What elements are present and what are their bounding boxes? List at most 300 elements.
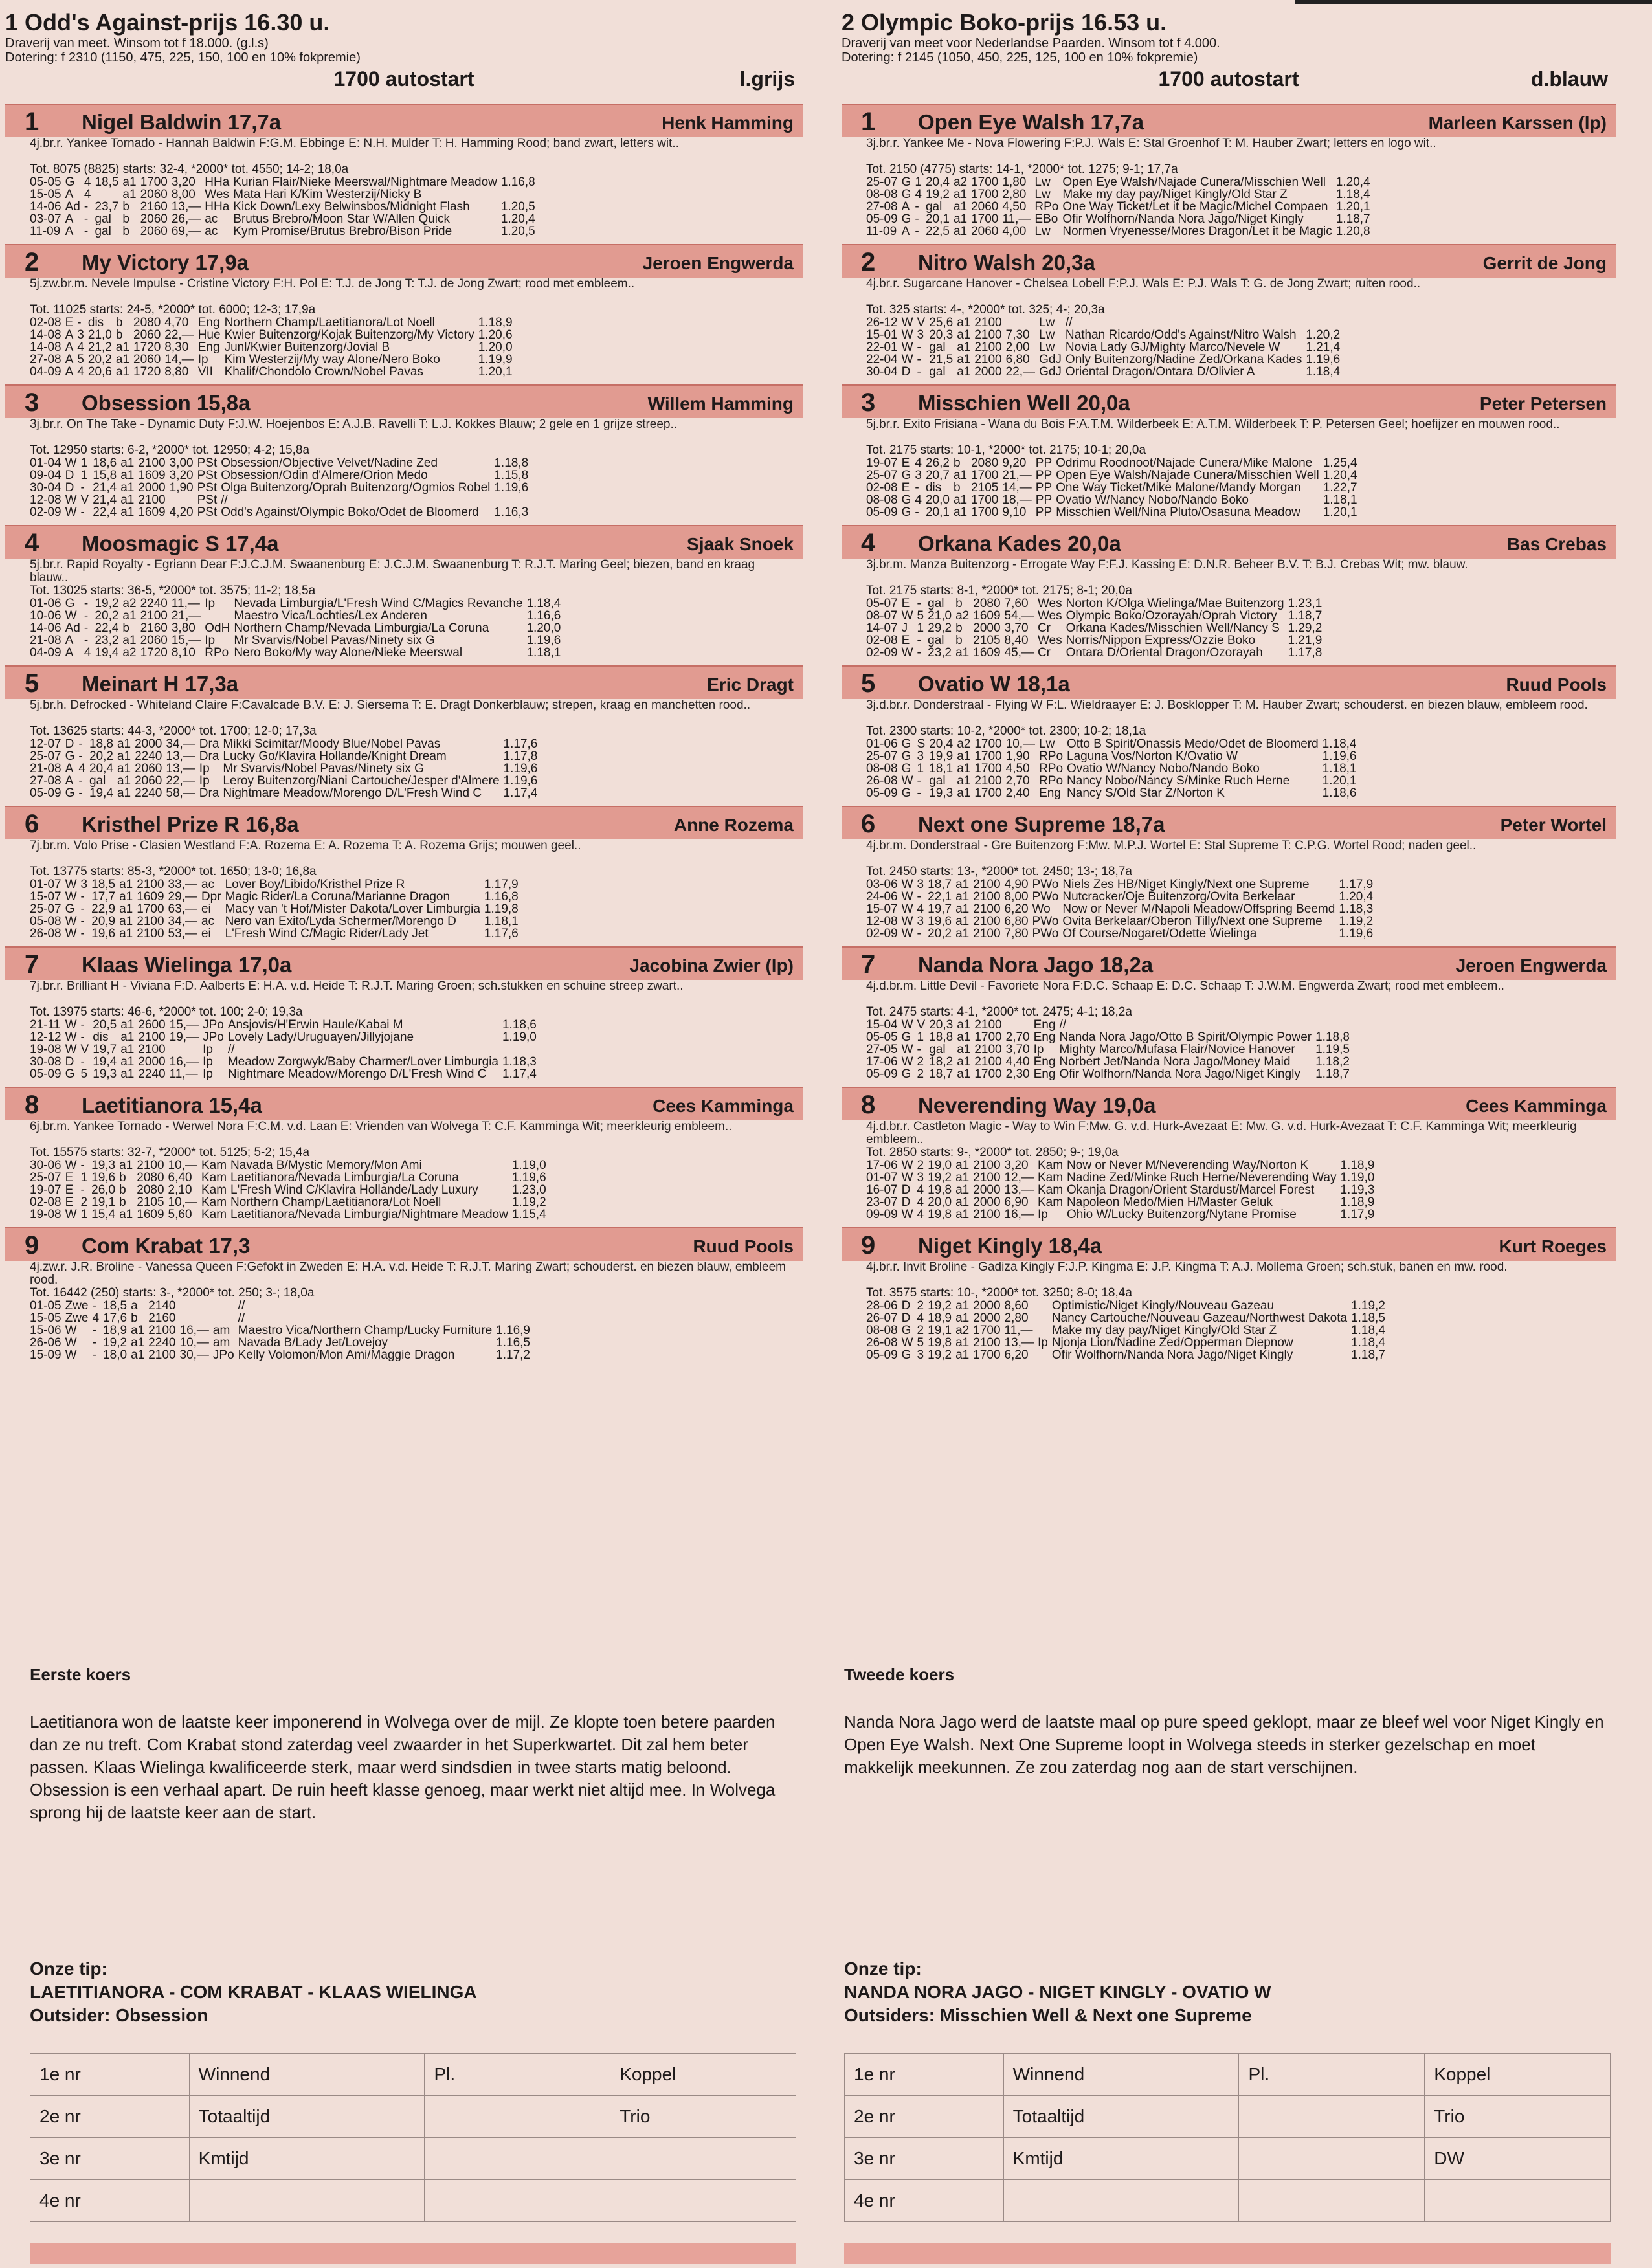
result-cell: 22,— [164,328,194,342]
result-cell: a1 [119,927,133,940]
result-cell: 12-08 [866,915,898,928]
driver-name: Anne Rozema [673,815,794,835]
result-cell: Cr [1037,646,1051,660]
result-cell: Ip [203,1067,213,1081]
comment-heading: Tweede koers [844,1665,955,1684]
result-cell: 20,4 [929,737,954,751]
bet-form-cell[interactable]: Kmtijd [189,2138,425,2180]
result-cell: 2060 [140,634,168,647]
result-cell: 2,10 [168,1183,192,1197]
result-cell: 23,2 [95,634,119,647]
result-cell: 1.22,7 [1323,481,1357,495]
result-cell: 20,7 [925,469,950,482]
result-cell: 1.18,9 [478,316,513,329]
horse-pedigree: 3j.br.r. On The Take - Dynamic Duty F:J.W. Hoejenbos E: A.J.B. Ravelli T: L.J. Kokkes Blauw; 2 gele en 1 grijze streep.. [30,418,678,431]
result-cell: GdJ [1039,365,1062,379]
result-cell: 15-04 [866,1018,898,1032]
result-cell: E [901,634,910,647]
bet-form-cell[interactable]: Winnend [189,2054,425,2096]
result-cell: G [901,1348,911,1362]
horse-entry [5,665,803,799]
result-cell: - [80,506,85,519]
result-cell: 10-06 [30,609,61,623]
result-cell: 26-08 [866,774,898,788]
horse-pedigree: 4j.zw.r. J.R. Broline - Vanessa Queen F:Gefokt in Zweden E: H.A. v.d. Heide T: R.J.T. Maring Zwart; schouderst. en biezen blauw, embleem rood. [30,1261,786,1287]
result-cell: 1700 [971,175,999,189]
result-row [866,610,1326,622]
result-cell: 1.17,6 [503,737,538,751]
result-cell: 4 [917,1183,924,1197]
horse-name: My Victory 17,9a [82,250,249,274]
result-cell: 25-07 [866,750,898,763]
bet-form-cell[interactable]: 3e nr [845,2138,1004,2180]
result-cell: 2060 [135,774,162,788]
result-row [866,1172,1378,1184]
result-cell: 15,— [171,634,201,647]
result-cell: gal [95,225,111,238]
result-cell: 1.15,4 [511,1208,546,1221]
horse-list [842,104,1616,1361]
result-cell: - [80,1030,85,1044]
result-cell: G [65,597,75,610]
result-cell: 3 [917,750,924,763]
result-cell: 18,5 [95,175,119,189]
horse-header-bar [842,665,1616,699]
horse-totals: Tot. 13975 starts: 46-6, *2000* tot. 100; 2-0; 19,3a [30,1005,303,1019]
result-cell: 2000 [973,1195,1001,1209]
result-cell: Niels Zes HB/Niget Kingly/Next one Supreme [1062,878,1310,891]
result-cell: W [901,1055,913,1069]
bet-form-cell[interactable] [425,2180,610,2222]
result-cell: 25-07 [866,175,898,189]
horse-totals: Tot. 2450 starts: 13-, *2000* tot. 2450; 13-; 18,7a [866,865,1132,878]
result-cell: Only Buitenzorg/Nadine Zed/Orkana Kades [1065,353,1302,366]
result-cell: 30-04 [30,481,61,495]
result-cell: A [65,762,74,775]
result-cell: 10,— [168,1195,197,1209]
bet-form-cell[interactable] [1003,2180,1239,2222]
result-cell: 10,— [168,1159,197,1172]
result-cell: 4 [78,762,85,775]
result-cell: 1.18,5 [1351,1311,1385,1325]
result-cell: Ovita Berkelaar/Oberon Tilly/Next one Supreme [1062,915,1323,928]
bet-form-cell[interactable]: Trio [610,2096,796,2138]
recent-results-table [866,176,1374,238]
result-cell: Odrimu Roodnoot/Najade Cunera/Mike Malone [1056,456,1313,470]
bet-form-row [845,2096,1611,2138]
horse-totals: Tot. 2150 (4775) starts: 14-1, *2000* tot. 1275; 9-1; 17,7a [866,162,1178,176]
result-cell: 2,00 [1005,340,1030,354]
result-cell: A [65,328,74,342]
bet-form-cell[interactable]: 4e nr [845,2180,1004,2222]
result-row [866,597,1326,610]
result-row [30,457,532,469]
horse-number: 9 [861,1231,876,1260]
result-cell: E [901,481,910,495]
recent-results-table [30,1159,550,1221]
result-cell: 4,40 [1005,1055,1030,1069]
result-cell: Eng [197,316,220,329]
result-cell [213,1300,238,1312]
result-cell: dis [87,316,104,329]
result-cell: 1.15,8 [494,469,529,482]
result-cell: - [84,609,89,623]
result-cell: 4 [917,1195,924,1209]
result-cell: PSt [197,506,218,519]
result-cell: 8,00 [1004,890,1029,904]
result-row [30,329,517,341]
result-cell: - [917,786,921,800]
race-colour: d.blauw [1530,67,1608,91]
result-cell: gal [928,597,944,610]
bet-form-cell[interactable]: 1e nr [845,2054,1004,2096]
tip-right [844,1957,1608,2027]
horse-name: Next one Supreme 18,7a [918,812,1165,836]
result-cell: gal [929,1043,946,1056]
result-cell: 27-08 [30,353,61,366]
horse-number: 5 [861,669,876,698]
bet-form-row [30,2054,796,2096]
result-cell: 1.18,2 [1315,1055,1350,1069]
bet-form-cell[interactable]: Winnend [1003,2054,1239,2096]
result-cell: 01-06 [866,737,898,751]
horse-entry [842,806,1616,940]
result-cell: 2100 [974,1055,1002,1069]
recent-results-table [866,317,1344,378]
result-cell: // [238,1311,245,1325]
result-cell: a2 [122,597,137,610]
result-cell: Kym Promise/Brutus Brebro/Bison Pride [233,225,452,238]
result-row [866,213,1374,225]
result-cell: W [65,1043,77,1056]
result-cell: Olga Buitenzorg/Oprah Buitenzorg/Ogmios Robel [221,481,491,495]
bet-form-cell[interactable]: DW [1425,2138,1611,2180]
result-cell: PP [1035,493,1053,507]
result-cell: 1.19,0 [511,1159,546,1172]
bet-form-cell[interactable] [189,2180,425,2222]
bet-form-cell[interactable]: 3e nr [30,2138,190,2180]
result-cell: - [917,890,921,904]
bet-form-cell[interactable] [1239,2180,1425,2222]
result-cell: 21,0 [928,609,952,623]
result-cell: Kam [201,1183,227,1197]
result-cell: L'Fresh Wind C/Klavira Hollande/Lady Luxury [230,1183,478,1197]
tip-picks: LAETITIANORA - COM KRABAT - KLAAS WIELINGA [30,1982,477,2002]
result-cell: 1.16,3 [494,506,529,519]
result-cell: 1700 [974,737,1002,751]
result-cell: Lover Boy/Libido/Kristhel Prize R [225,878,405,891]
result-cell: - [78,737,83,751]
result-cell: 1.20,1 [478,365,513,379]
horse-details [842,278,1616,378]
result-cell: Mr Svarvis/Nobel Pavas/Ninety six G [234,634,435,647]
driver-name: Bas Crebas [1506,534,1607,554]
result-cell: 1.19,6 [511,1171,546,1184]
result-cell [1315,1019,1354,1031]
result-cell: RPo [1034,200,1059,214]
result-cell: W [65,493,77,507]
result-cell: a1 [955,646,970,660]
result-cell: L'Fresh Wind C/Magic Rider/Lady Jet [225,927,429,940]
bet-form-cell[interactable] [610,2180,796,2222]
horse-header-bar [842,104,1616,137]
result-cell: Nutcracker/Oje Buitenzorg/Ovita Berkelaar [1062,890,1295,904]
result-cell: 22-04 [866,353,898,366]
result-cell: Eng [1033,1055,1056,1069]
result-cell: 27-08 [30,774,61,788]
result-row [30,1337,534,1349]
result-cell: V [80,493,89,507]
result-cell: Kurian Flair/Nieke Meerswal/Nightmare Meadow [233,175,497,189]
result-cell: Dra [199,750,219,763]
horse-totals: Tot. 2475 starts: 4-1, *2000* tot. 2475; 4-1; 18,2a [866,1005,1132,1019]
result-cell: Nightmare Meadow/Morengo D/L'Fresh Wind C [223,786,482,800]
bet-form-cell[interactable]: 2e nr [845,2096,1004,2138]
result-cell: Mighty Marco/Mufasa Flair/Novice Hanover [1059,1043,1295,1056]
result-cell: D [901,365,911,379]
horse-totals: Tot. 3575 starts: 10-, *2000* tot. 3250; 8-0; 18,4a [866,1286,1132,1300]
result-cell: - [917,634,921,647]
result-cell: 1.20,4 [1339,890,1374,904]
result-cell: 05-09 [866,1067,898,1081]
result-cell: Ip [199,774,210,788]
result-cell: D [901,1195,911,1209]
result-cell: 05-07 [866,597,898,610]
result-cell: V [917,316,926,329]
result-cell: 1720 [140,646,168,660]
result-cell: 33,— [168,878,197,891]
horse-details [5,1261,803,1361]
horse-number: 8 [861,1091,876,1119]
result-cell: Ofir Wolfhorn/Nanda Nora Jago/Niget Kingly [1062,212,1304,226]
bet-form-cell[interactable] [610,2138,796,2180]
result-cell: - [80,481,85,495]
result-cell: a1 [955,1171,970,1184]
result-row [866,1349,1389,1361]
result-row [30,482,532,494]
result-cell: 1 [80,469,88,482]
result-cell: 1700 [974,1030,1002,1044]
bet-form-cell[interactable]: Koppel [1425,2054,1611,2096]
result-cell: 08-08 [866,762,898,775]
result-row [866,482,1361,494]
result-cell: A [901,225,910,238]
result-cell: G [901,1030,911,1044]
result-cell: - [917,927,921,940]
race-distance: 1700 autostart [333,67,474,91]
result-cell: 2105 [137,1195,164,1209]
result-row [30,1196,550,1208]
result-cell: 14,— [164,353,194,366]
bet-form-cell[interactable]: 4e nr [30,2180,190,2222]
result-row [866,787,1360,799]
result-cell: 19,2 [928,1171,952,1184]
result-cell: 27-05 [866,1043,898,1056]
result-cell: 05-09 [30,786,61,800]
result-cell: 3 [917,915,924,928]
result-cell: 3,00 [169,456,194,470]
result-row [30,928,522,940]
result-cell: a1 [957,1018,971,1032]
result-cell: 1.19,6 [1306,353,1341,366]
result-cell: D [65,469,74,482]
result-cell: Ad [65,200,80,214]
horse-header-bar [5,525,803,559]
result-cell: 17-06 [866,1159,898,1172]
result-cell: 1700 [971,188,999,201]
result-row [866,622,1326,634]
result-cell: Kam [201,1195,227,1209]
bet-form-cell[interactable]: 1e nr [30,2054,190,2096]
result-cell: Napoleon Medo/Mien H/Master Geluk [1067,1195,1273,1209]
bet-form-cell[interactable] [1239,2096,1425,2138]
result-cell: Northern Champ/Laetitianora/Lot Noell [224,316,435,329]
recent-results-table [866,457,1361,518]
result-cell: - [917,646,921,660]
result-cell: 5,60 [168,1208,192,1221]
result-cell: W [901,890,913,904]
horse-name: Niget Kingly 18,4a [918,1234,1102,1258]
result-cell: PSt [197,481,218,495]
bet-form-row [845,2180,1611,2222]
result-cell: 10,— [1005,737,1036,751]
horse-name: Klaas Wielinga 17,0a [82,953,292,977]
result-cell: 20,5 [93,1018,117,1032]
horse-details [5,418,803,518]
result-cell: 1 [80,456,88,470]
bet-form-cell[interactable]: Totaaltijd [1003,2096,1239,2138]
bet-form-cell[interactable]: Kmtijd [1003,2138,1239,2180]
horse-name: Com Krabat 17,3 [82,1234,251,1258]
result-cell: b [955,621,963,635]
horse-number: 3 [25,388,39,417]
result-cell: 12-08 [30,493,61,507]
result-row [30,1324,534,1337]
result-cell: 1.20,2 [1306,328,1341,342]
result-cell: a1 [119,1159,133,1172]
bet-form-cell[interactable]: Pl. [1239,2054,1425,2096]
result-cell: 5 [77,353,84,366]
result-row [866,915,1377,928]
result-cell: 6,20 [1004,902,1029,916]
result-row [866,1043,1354,1056]
horse-header-bar [5,946,803,980]
result-cell: 1700 [973,1348,1001,1362]
result-cell: - [915,225,919,238]
result-cell: W [901,1159,913,1172]
result-row [866,494,1361,506]
horse-details [5,137,803,238]
result-cell: - [92,1324,96,1337]
result-cell: 2100 [973,902,1001,916]
race-header [5,9,803,97]
result-cell [95,188,122,201]
result-cell: 18,8 [89,737,113,751]
result-cell: - [80,890,85,904]
result-cell: 26,2 [925,456,950,470]
horse-details [842,137,1616,238]
bet-form-cell[interactable] [1425,2180,1611,2222]
result-cell: Normen Vryenesse/Mores Dragon/Let it be Magic [1062,225,1332,238]
result-cell: - [78,774,83,788]
horse-details [842,839,1616,940]
result-cell: 6,40 [168,1171,192,1184]
tip-picks: NANDA NORA JAGO - NIGET KINGLY - OVATIO W [844,1982,1271,2002]
horse-number: 3 [861,388,876,417]
bet-form-cell[interactable] [1239,2138,1425,2180]
bet-form-cell[interactable]: Pl. [425,2054,610,2096]
result-cell: a1 [957,750,971,763]
result-cell: Obsession/Odin d'Almere/Orion Medo [221,469,428,482]
result-cell: 4 [84,188,91,201]
result-row [866,1208,1378,1221]
bet-form-cell[interactable] [425,2096,610,2138]
result-cell: 20,2 [928,927,952,940]
result-cell: 11,— [1002,212,1031,226]
result-cell: 1.23,1 [1288,597,1323,610]
bet-form-cell[interactable] [425,2138,610,2180]
driver-name: Henk Hamming [662,113,794,133]
result-cell: 1.21,4 [1306,340,1341,354]
result-cell: a1 [120,1067,135,1081]
horse-name: Nigel Baldwin 17,7a [82,110,282,134]
bet-form-cell[interactable]: 2e nr [30,2096,190,2138]
result-cell: 4,50 [1002,200,1027,214]
horse-totals: Tot. 13025 starts: 36-5, *2000* tot. 3575; 11-2; 18,5a [30,584,316,597]
horse-header-bar [842,384,1616,418]
result-cell: 2100 [973,878,1001,891]
result-cell: 05-05 [866,1030,898,1044]
result-cell: 1.19,6 [526,634,561,647]
result-cell: W [901,328,913,342]
result-cell: a1 [957,340,971,354]
result-cell: Mikki Scimitar/Moody Blue/Nobel Pavas [223,737,441,751]
result-row [30,1159,550,1172]
result-cell: 4 [917,1311,924,1325]
result-row [866,647,1326,659]
bet-form-cell[interactable]: Trio [1425,2096,1611,2138]
result-cell: 2,70 [1005,1030,1030,1044]
result-cell: 1700 [973,1324,1001,1337]
result-cell: 14-08 [30,340,61,354]
result-cell: 26-08 [866,1336,898,1350]
result-row [866,1056,1354,1068]
result-cell: 7,60 [1004,597,1029,610]
result-cell: 1.19,3 [1340,1183,1375,1197]
bet-form-cell[interactable]: Totaaltijd [189,2096,425,2138]
result-cell: a1 [120,1030,135,1044]
result-cell: E [65,316,74,329]
result-cell: Wes [1037,597,1062,610]
result-cell: 21,4 [93,481,117,495]
result-cell: Maestro Vica/Lochties/Lex Anderen [234,609,427,623]
result-cell [501,188,539,201]
race-conditions: Draverij van meet voor Nederlandse Paarden. Winsom tot f 4.000. [842,36,1220,50]
result-cell: - [915,212,919,226]
result-cell: W [901,902,913,916]
result-cell: Laetitianora/Nevada Limburgia/La Coruna [230,1171,459,1184]
result-cell: 30,— [179,1348,209,1362]
bet-form-cell[interactable]: Koppel [610,2054,796,2096]
result-cell: b [122,200,129,214]
race-title: 2 Olympic Boko-prijs 16.53 u. [842,9,1167,36]
result-cell: - [78,750,83,763]
result-cell: 17-06 [866,1055,898,1069]
result-cell: 16,— [179,1324,209,1337]
result-cell: G [901,175,911,189]
result-cell: - [84,200,89,214]
result-cell: Ad [65,621,80,635]
